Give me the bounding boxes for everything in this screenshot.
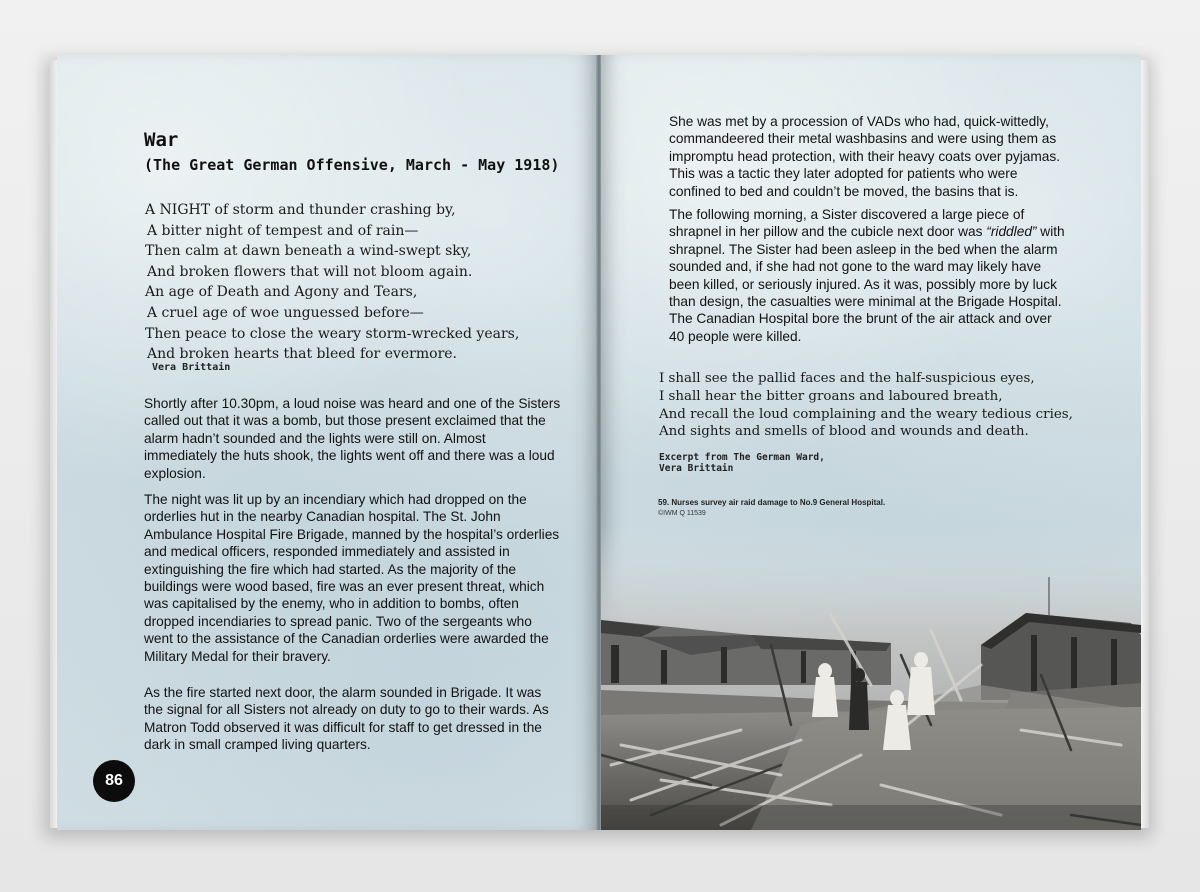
poem-line: And sights and smells of blood and wounds and death. [659, 424, 1029, 440]
body-paragraph: She was met by a procession of VADs who had, quick-wittedly, commandeered their metal washbasins and were using them as impromptu head protection, with their heavy coats over pyjamas. This was a tactic they later adopted for patients who were confined to bed and couldn’t be moved, the basins that is. [669, 114, 1061, 199]
page-number-badge: 86 [93, 760, 135, 802]
poem [145, 200, 585, 365]
poem-line: An age of Death and Agony and Tears, [145, 284, 418, 301]
poem-line: A NIGHT of storm and thunder crashing by, [145, 202, 456, 218]
poem-subtitle: (The Great German Offensive, March - May 1918) [144, 156, 560, 174]
poem-source-author: Vera Brittain [659, 463, 734, 474]
poem-source-title: Excerpt from The German Ward, [659, 452, 825, 463]
poem-line: I shall hear the bitter groans and laboured breath, [659, 388, 1003, 404]
poem-line: Then peace to close the weary storm-wrecked years, [145, 325, 520, 342]
photo-caption: 59. Nurses survey air raid damage to No.9 General Hospital. [658, 498, 886, 507]
photo-credit: ©IWM Q 11539 [658, 510, 706, 517]
right-page-edge [1141, 60, 1149, 828]
emphasized-word: “riddled” [986, 224, 1037, 240]
poem-source [659, 452, 825, 474]
poem-line: I shall see the pallid faces and the half-suspicious eyes, [659, 371, 1035, 386]
historic-photo [601, 525, 1141, 830]
poem-line: And broken flowers that will not bloom again. [147, 263, 473, 280]
poem-author: Vera Brittain [152, 362, 231, 373]
poem-line: And broken hearts that bleed for evermore. [147, 346, 458, 363]
body-paragraph: Shortly after 10.30pm, a loud noise was heard and one of the Sisters called out that it was a bomb, but those present exclaimed that the alarm hadn’t sounded and the lights were still on. Almost immediately the huts shook, the lights went off and there was a loud explosion. [144, 396, 561, 481]
poem-line: A cruel age of woe unguessed before— [147, 304, 424, 321]
poem-line: And recall the loud complaining and the weary tedious cries, [659, 406, 1073, 422]
bomb-damage-photo-illustration [601, 525, 1141, 830]
poem-line: Then calm at dawn beneath a wind-swept sky, [145, 243, 472, 260]
paragraph-text: with shrapnel. The Sister had been asleep in the bed when the alarm sounded and, if she had not gone to the ward may likely have been killed, or seriously injured. As it was, possibly more by luck than design, the casualties were minimal at the Brigade Hospital. The Canadian Hospital bore the brunt of the air attack and over 40 people were killed. [669, 224, 1065, 344]
left-page [57, 55, 598, 830]
body-paragraph: The night was lit up by an incendiary which had dropped on the orderlies hut in the nearby Canadian hospital. The St. John Ambulance Hospital Fire Brigade, manned by the hospital’s orderlies and medical officers, responded immediately and assisted in extinguishing the fire which had started. As the majority of the buildings were wood based, fire was an ever present threat, which was capitalised by the enemy, who in addition to bombs, often dropped incendiaries to spread panic. Two of the sergeants who went to the assistance of the Canadian orderlies were awarded the Military Medal for their bravery. [144, 492, 560, 664]
poem-line: A bitter night of tempest and of rain— [147, 222, 419, 239]
body-paragraph: As the fire started next door, the alarm sounded in Brigade. It was the signal for all Sisters not already on duty to go to their wards. As Matron Todd observed it was difficult for staff to get dressed in the dark in small cramped living quarters. [144, 685, 549, 753]
ward-poem [659, 370, 1129, 441]
body-paragraph [669, 206, 1069, 345]
poem-title: War [144, 129, 179, 151]
right-page [601, 55, 1141, 830]
paragraph-text: The following morning, a Sister discovered a large piece of shrapnel in her pillow and the cubicle next door was [669, 207, 1025, 240]
